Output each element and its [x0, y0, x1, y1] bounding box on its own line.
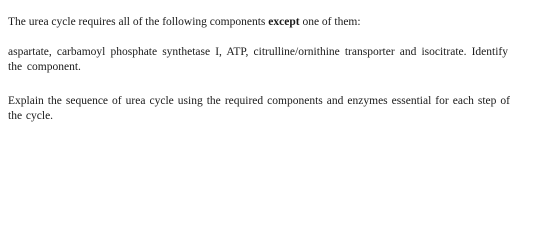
question-explain: Explain the sequence of urea cycle using the required components and enzymes essential for each step of the cycle. — [8, 95, 510, 122]
question-intro — [8, 15, 361, 30]
intro-text-before: The urea cycle requires all of the following components — [8, 16, 269, 28]
question-options: aspartate, carbamoyl phosphate synthetase I, ATP, citrulline/ornithine transporter and isocitrate. Identify the component. — [8, 46, 508, 73]
intro-text-after: one of them: — [299, 16, 361, 28]
intro-emphasis: except — [268, 16, 300, 28]
